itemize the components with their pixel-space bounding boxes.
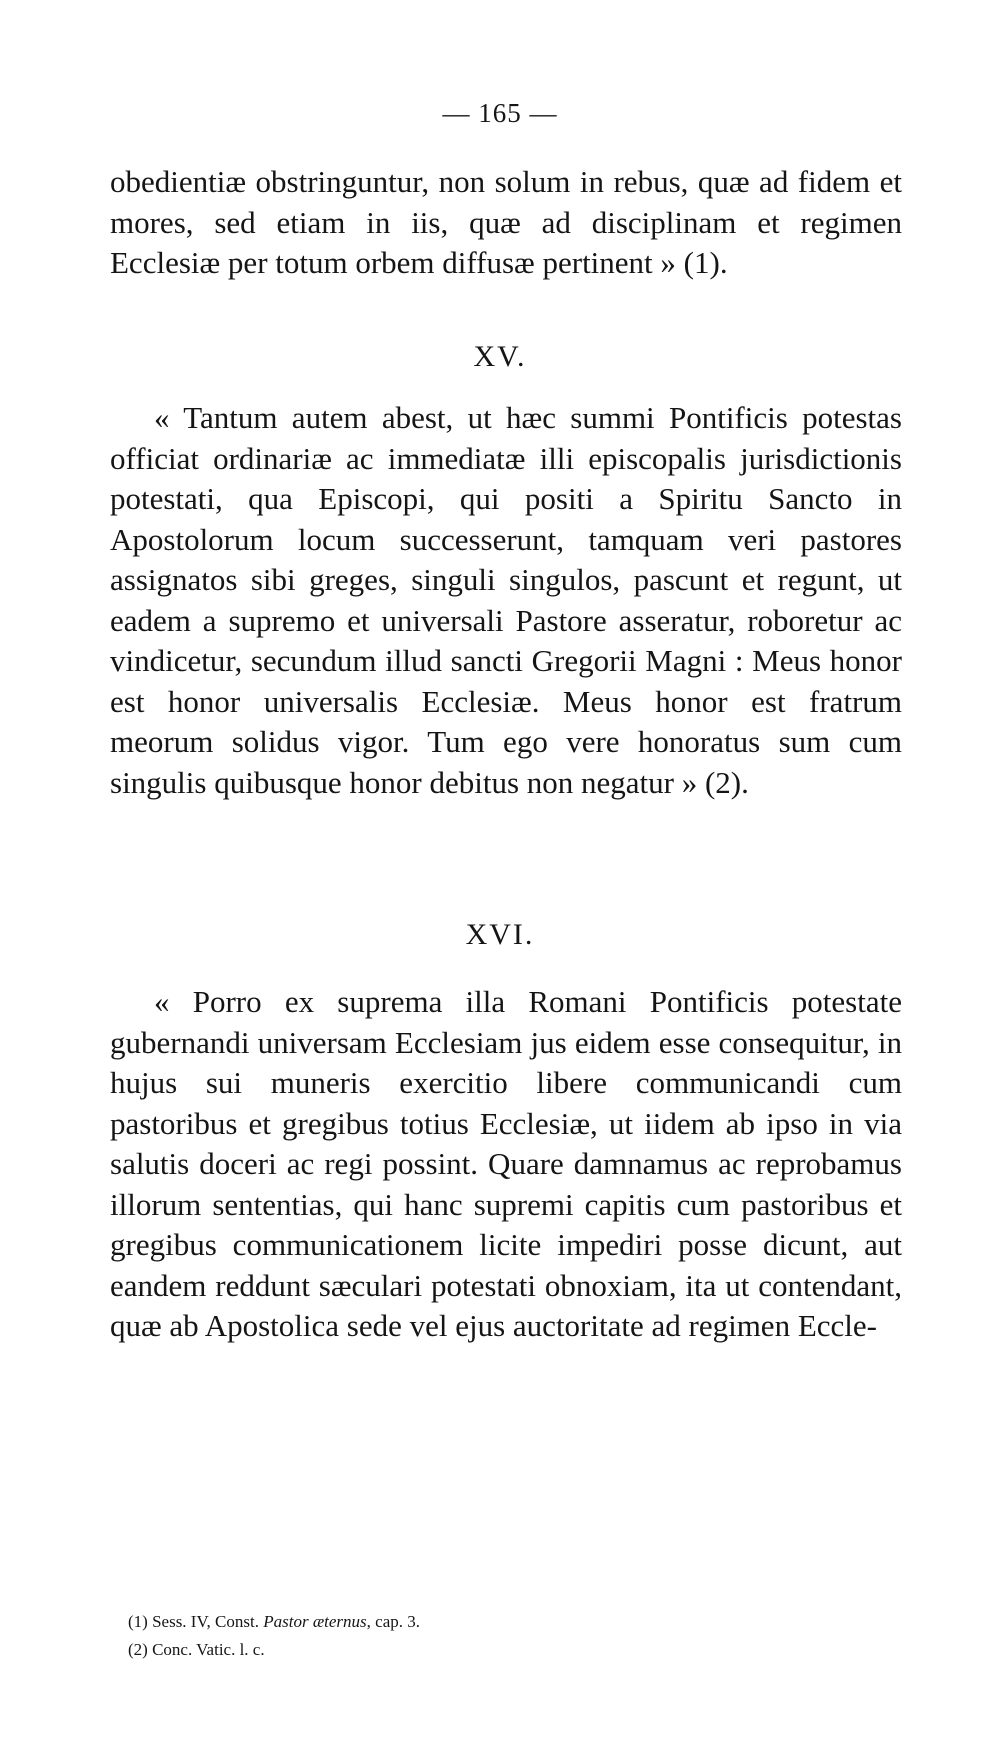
section-xv-paragraph: « Tantum autem abest, ut hæc summi Pontificis potestas officiat ordinariæ ac immediatæ illi episcopalis jurisdictionis potestati, qua Episcopi, qui positi a Spiritu Sancto in Apostolorum locum successerunt, tamquam veri pastores assignatos sibi greges, singuli singulos, pascunt et regunt, ut eadem a supremo et universali Pastore asseratur, roboretur ac vindicetur, secundum illud sancti Gregorii Magni : Meus honor est honor universalis Ecclesiæ. Meus honor est fratrum meorum solidus vigor. Tum ego vere honoratus sum cum singulis quibusque honor debitus non negatur » (2). <box>110 400 902 800</box>
footnote-marker: (1) <box>128 1612 148 1631</box>
section-xvi-paragraph: « Porro ex suprema illa Romani Pontificis potestate gubernandi universam Ecclesiam jus eidem esse consequitur, in hujus sui muneris exercitio libere communicandi cum pastoribus et gregibus totius Ecclesiæ, ut iidem ab ipso in via salutis doceri ac regi possint. Quare damnamus ac reprobamus illorum sententias, qui hanc supremi capitis cum pastoribus et gregibus communicationem licite impediri posse dicunt, aut eandem reddunt sæculari potestati obnoxiam, ita ut contendant, quæ ab Apostolica sede vel ejus auctoritate ad regimen Eccle- <box>110 984 902 1343</box>
intro-paragraph-block <box>110 162 902 284</box>
section-heading-xv: XV. <box>473 340 527 373</box>
footnote-2 <box>128 1636 728 1664</box>
section-xv-block <box>110 398 902 803</box>
intro-paragraph: obedientiæ obstringuntur, non solum in rebus, quæ ad fidem et mores, sed etiam in iis, quæ ad disciplinam et regimen Ecclesiæ per totum orbem diffusæ pertinent » (1). <box>110 164 902 280</box>
footnote-1 <box>128 1608 728 1636</box>
footnote-text: Conc. Vatic. l. c. <box>152 1640 265 1659</box>
section-xvi-block <box>110 982 902 1347</box>
footnote-text-after: , cap. 3. <box>366 1612 421 1631</box>
footnote-text: Sess. IV, Const. <box>152 1612 264 1631</box>
page-number: — 165 — <box>442 98 558 128</box>
footnote-marker: (2) <box>128 1640 148 1659</box>
section-heading-xvi: XVI. <box>465 918 535 951</box>
footnote-italic-title: Pastor æternus <box>263 1612 367 1631</box>
footnotes <box>128 1608 728 1664</box>
